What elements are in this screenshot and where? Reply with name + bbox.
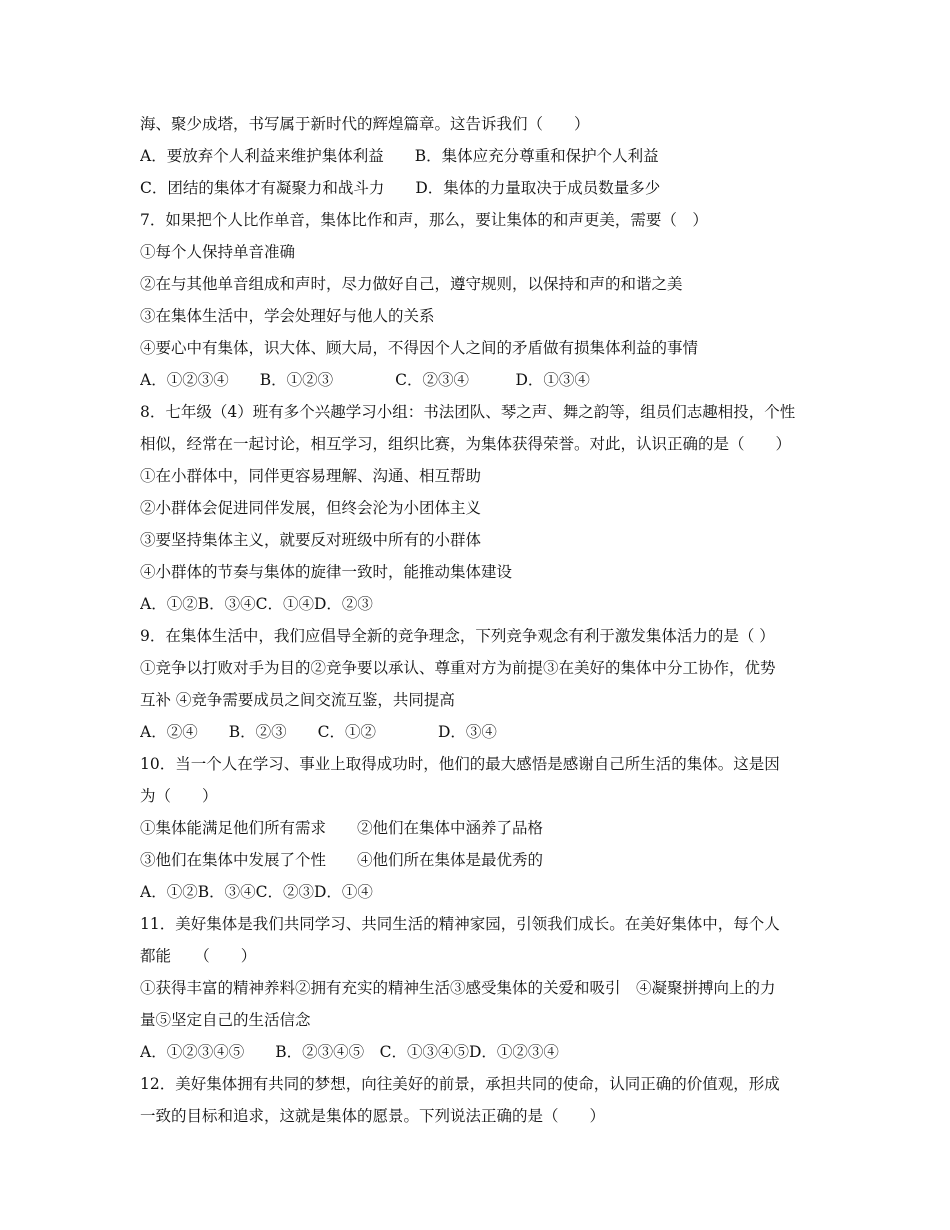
text-line: ①在小群体中，同伴更容易理解、沟通、相互帮助 xyxy=(140,467,482,485)
text-line: ①竞争以打败对手为目的②竞争要以承认、尊重对方为前提③在美好的集体中分工协作，优势 xyxy=(140,659,776,677)
text-line: ③他们在集体中发展了个性 ④他们所在集体是最优秀的 xyxy=(140,851,544,869)
text-line: 11．美好集体是我们共同学习、共同生活的精神家园，引领我们成长。在美好集体中，每个人 xyxy=(140,915,780,933)
text-line: ①获得丰富的精神养料②拥有充实的精神生活③感受集体的关爱和吸引 ④凝聚拼搏向上的力 xyxy=(140,979,776,997)
text-line: A．①②B．③④C．①④D．②③ xyxy=(140,595,373,613)
text-line: 一致的目标和追求，这就是集体的愿景。下列说法正确的是（ ） xyxy=(140,1107,606,1125)
text-line: ①集体能满足他们所有需求 ②他们在集体中涵养了品格 xyxy=(140,819,544,837)
text-line: ②在与其他单音组成和声时，尽力做好自己，遵守规则，以保持和声的和谐之美 xyxy=(140,275,683,293)
text-line: ③在集体生活中，学会处理好与他人的关系 xyxy=(140,307,435,325)
text-line: 互补 ④竞争需要成员之间交流互鉴，共同提高 xyxy=(140,691,455,709)
text-line: 都能 （ ） xyxy=(140,947,257,965)
text-line: 海、聚少成塔，书写属于新时代的辉煌篇章。这告诉我们（ ） xyxy=(140,115,590,133)
text-line: 相似，经常在一起讨论，相互学习，组织比赛，为集体获得荣誉。对此，认识正确的是（ ） xyxy=(140,435,792,453)
text-line: 为（ ） xyxy=(140,787,218,805)
text-line: C．团结的集体才有凝聚力和战斗力 D．集体的力量取决于成员数量多少 xyxy=(140,179,661,197)
text-line: ②小群体会促进同伴发展，但终会沦为小团体主义 xyxy=(140,499,482,517)
text-line: A．②④ B．②③ C．①② D．③④ xyxy=(140,723,497,741)
question-text-block xyxy=(140,108,820,1132)
text-line: A．①②③④⑤ B．②③④⑤ C．①③④⑤D．①②③④ xyxy=(140,1043,559,1061)
text-line: ③要坚持集体主义，就要反对班级中所有的小群体 xyxy=(140,531,482,549)
text-line: A．①②B．③④C．②③D．①④ xyxy=(140,883,373,901)
text-line: 8．七年级（4）班有多个兴趣学习小组：书法团队、琴之声、舞之韵等，组员们志趣相投，个性 xyxy=(140,403,796,421)
text-line: 量⑤坚定自己的生活信念 xyxy=(140,1011,311,1029)
text-line: 10．当一个人在学习、事业上取得成功时，他们的最大感悟是感谢自己所生活的集体。这是因 xyxy=(140,755,780,773)
text-line: 7．如果把个人比作单音，集体比作和声，那么，要让集体的和声更美，需要（ ） xyxy=(140,211,708,229)
text-line: ①每个人保持单音准确 xyxy=(140,243,296,261)
text-line: 9．在集体生活中，我们应倡导全新的竞争理念，下列竞争观念有利于激发集体活力的是（ ） xyxy=(140,627,775,645)
text-line: ④小群体的节奏与集体的旋律一致时，能推动集体建设 xyxy=(140,563,513,581)
text-line: 12．美好集体拥有共同的梦想，向往美好的前景，承担共同的使命，认同正确的价值观，形成 xyxy=(140,1075,780,1093)
text-line: A．要放弃个人利益来维护集体利益 B．集体应充分尊重和保护个人利益 xyxy=(140,147,659,165)
text-line: A．①②③④ B．①②③ C．②③④ D．①③④ xyxy=(140,371,590,389)
text-line: ④要心中有集体，识大体、顾大局，不得因个人之间的矛盾做有损集体利益的事情 xyxy=(140,339,699,357)
